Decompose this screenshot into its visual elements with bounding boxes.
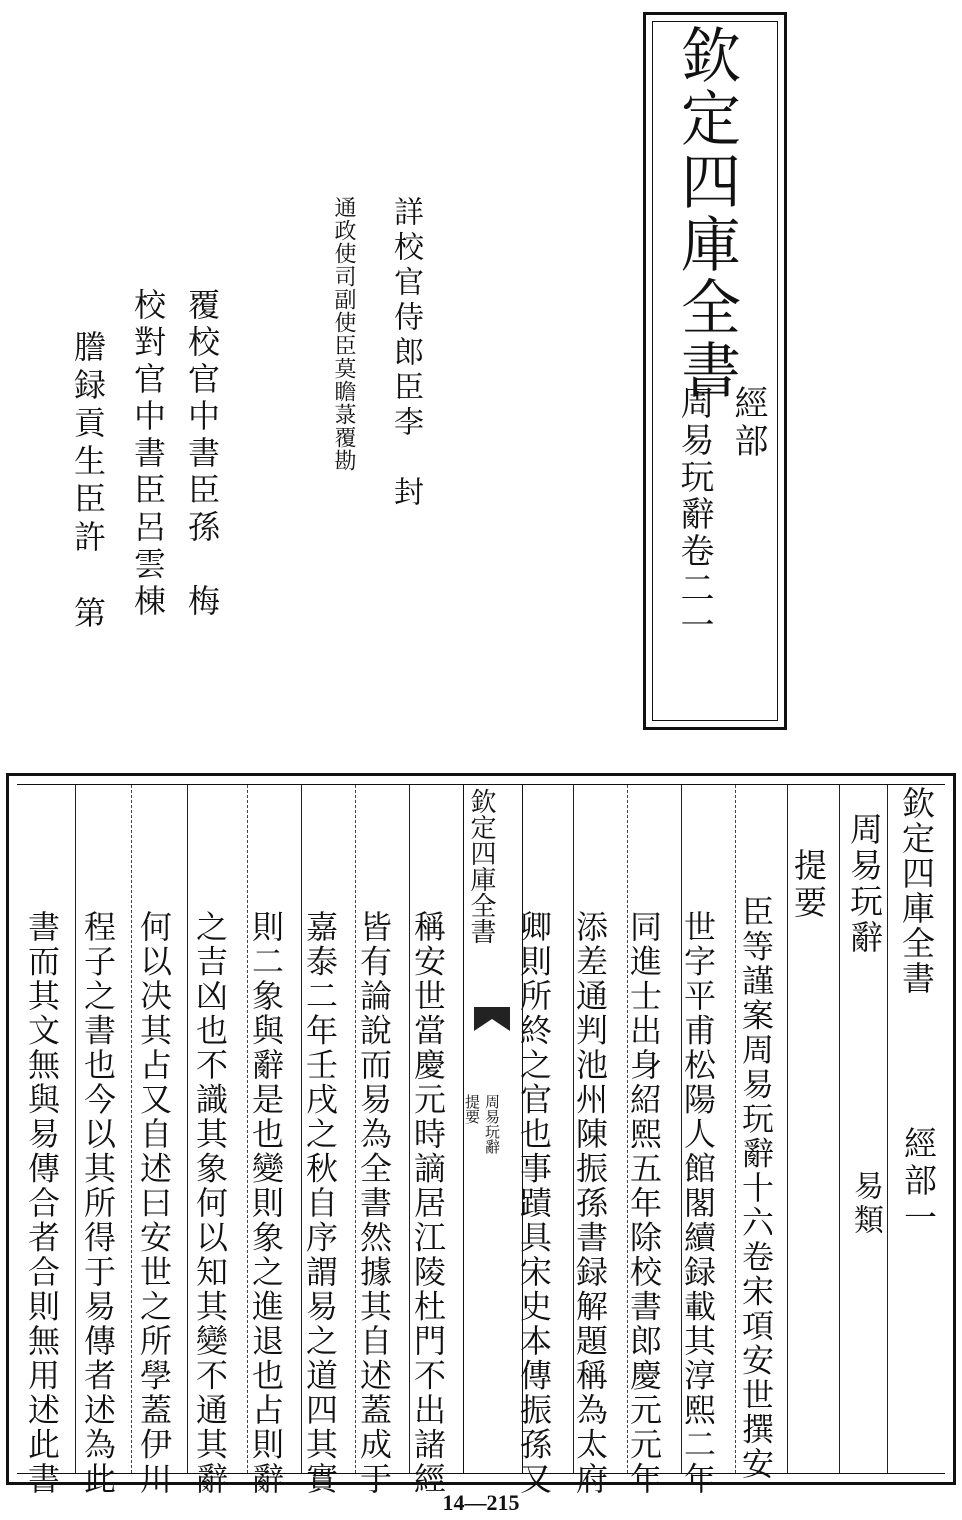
body-column: 則二象與辭是也變則象之進退也占則辭 xyxy=(247,910,285,1497)
cover-section: 經部 xyxy=(728,385,768,461)
body-column: 臣等謹案周易玩辭十六卷宋項安世撰安 xyxy=(737,895,775,1482)
body-column: 添差通判池州陳振孫書録解題稱為太府 xyxy=(571,910,609,1497)
column-rule xyxy=(735,785,736,1473)
category-label: 易類 xyxy=(848,1170,883,1238)
official-reviewer: 通政使司副使臣莫瞻菉覆勘 xyxy=(331,196,356,472)
official-recheck: 覆校官中書臣孫 梅 xyxy=(183,288,221,621)
column-rule xyxy=(75,785,76,1473)
column-rule xyxy=(131,785,132,1473)
body-column: 同進士出身紹熙五年除校書郎慶元元年 xyxy=(625,910,663,1497)
column-rule xyxy=(887,785,888,1473)
abstract-label: 提要 xyxy=(789,848,828,922)
cover-volume: 周易玩辭卷二一 xyxy=(674,385,714,644)
body-column: 程子之書也今以其所得于易傳者述為此 xyxy=(79,910,117,1497)
page-header-section: 經部一 xyxy=(899,1126,938,1237)
fish-tail-mark-icon xyxy=(472,1005,512,1035)
official-copyist: 謄録貢生臣許 第 xyxy=(69,330,107,634)
page-number: 14—215 xyxy=(442,1490,520,1515)
book-title: 周易玩辭 xyxy=(845,812,884,956)
official-proofreader: 校對官中書臣呂雲棟 xyxy=(129,288,167,621)
body-column: 嘉泰二年壬戌之秋自序謂易之道四其實 xyxy=(301,910,339,1497)
body-column: 卿則所終之官也事蹟具宋史本傳振孫又 xyxy=(515,910,553,1497)
body-column: 書而其文無與易傳合者合則無用述此書 xyxy=(23,910,61,1497)
body-column: 之吉凶也不識其象何以知其變不通其辭 xyxy=(191,910,229,1497)
body-column: 稱安世當慶元時謫居江陵杜門不出諸經 xyxy=(409,910,447,1497)
page-header-title: 欽定四庫全書 xyxy=(897,786,936,996)
fold-title: 欽定四庫全書 xyxy=(466,788,496,944)
cover-title: 欽定四庫全書 xyxy=(671,24,741,402)
body-column: 何以决其占又自述曰安世之所學蓋伊川 xyxy=(135,910,173,1497)
official-collator: 詳校官侍郎臣李 封 xyxy=(388,196,423,511)
fold-label: 提要 xyxy=(463,1094,481,1124)
column-rule xyxy=(839,785,840,1473)
body-column: 皆有論說而易為全書然據其自述蓋成于 xyxy=(355,910,393,1497)
body-column: 世字平甫松陽人館閣續録載其淳熙二年 xyxy=(679,910,717,1497)
column-rule xyxy=(787,785,788,1473)
column-rule xyxy=(187,785,188,1473)
fold-subtitle: 周易玩辭 xyxy=(483,1094,501,1154)
